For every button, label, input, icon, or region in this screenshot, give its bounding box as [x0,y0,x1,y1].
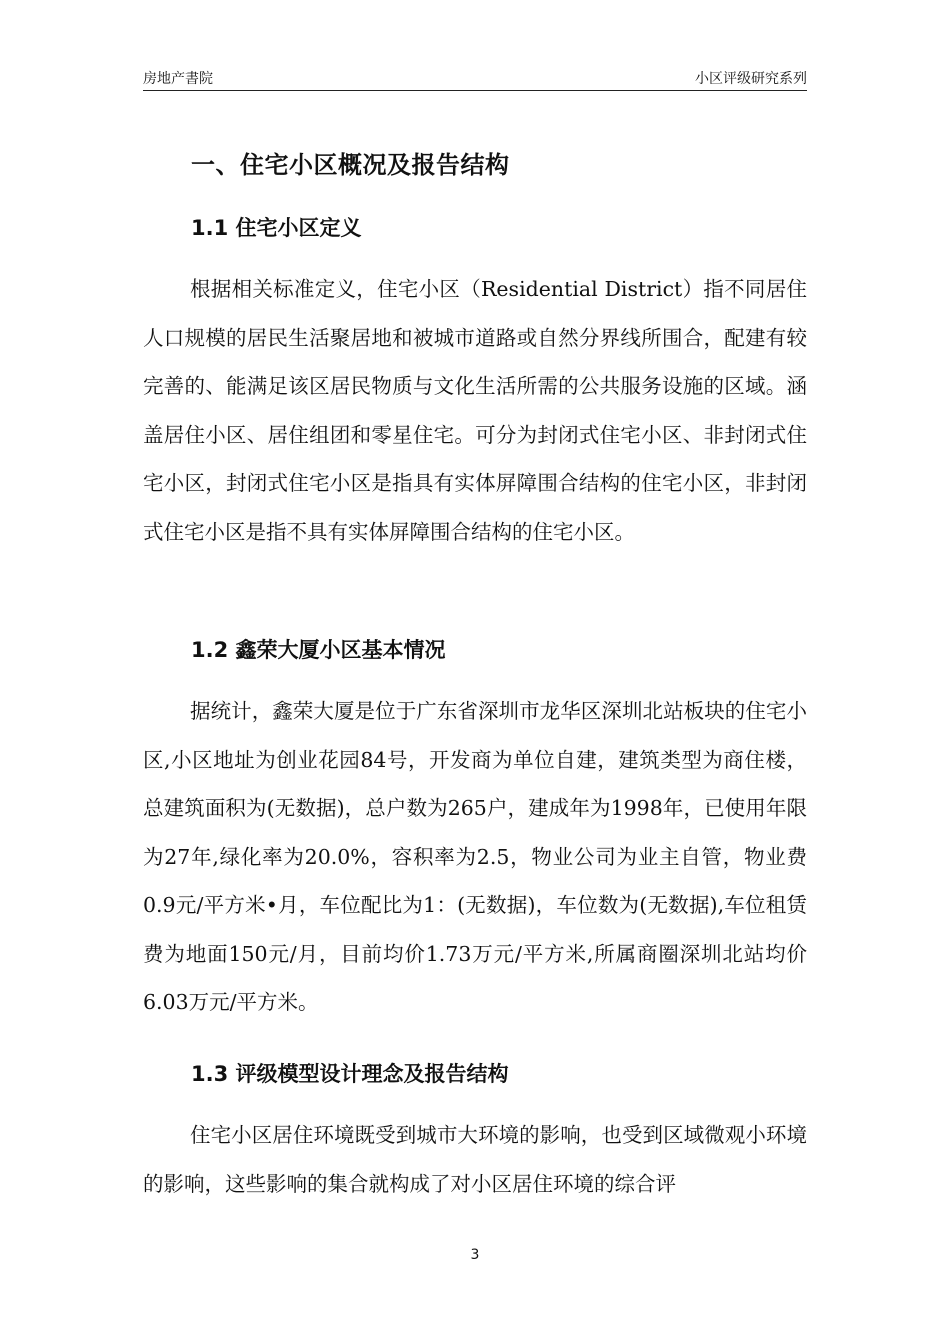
section-heading-1-3: 1.3 评级模型设计理念及报告结构 [191,1062,509,1086]
section-paragraph-1-1: 根据相关标准定义，住宅小区（Residential District）指不同居住人口规模的居民生活聚居地和被城市道路或自然分界线所围合，配建有较完善的、能满足该区居民物质与文化生活所需的公共服务设施的区域。涵盖居住小区、居住组团和零星住宅。可分为封闭式住宅小区、非封闭式住宅小区，封闭式住宅小区是指具有实体屏障围合结构的住宅小区，非封闭式住宅小区是指不具有实体屏障围合结构的住宅小区。 [143,277,807,544]
page-header [143,66,807,91]
page-number: 3 [470,1247,480,1263]
section-paragraph-1-3: 住宅小区居住环境既受到城市大环境的影响，也受到区域微观小环境的影响，这些影响的集合就构成了对小区居住环境的综合评 [143,1123,807,1196]
section-heading-1-1: 1.1 住宅小区定义 [191,216,362,240]
chapter-title: 一、住宅小区概况及报告结构 [191,151,510,179]
section-paragraph-1-2: 据统计，鑫荣大厦是位于广东省深圳市龙华区深圳北站板块的住宅小区,小区地址为创业花园84号，开发商为单位自建，建筑类型为商住楼，总建筑面积为(无数据)，总户数为265户，建成年为1998年，已使用年限为27年,绿化率为20.0%，容积率为2.5，物业公司为业主自管，物业费0.9元/平方米•月，车位配比为1：(无数据)，车位数为(无数据),车位租赁费为地面150元/月，目前均价1.73万元/平方米,所属商圈深圳北站均价6.03万元/平方米。 [143,699,807,1014]
header-series-title: 小区评级研究系列 [695,71,807,87]
header-publisher: 房地产書院 [143,71,213,87]
section-heading-1-2: 1.2 鑫荣大厦小区基本情况 [191,638,446,662]
